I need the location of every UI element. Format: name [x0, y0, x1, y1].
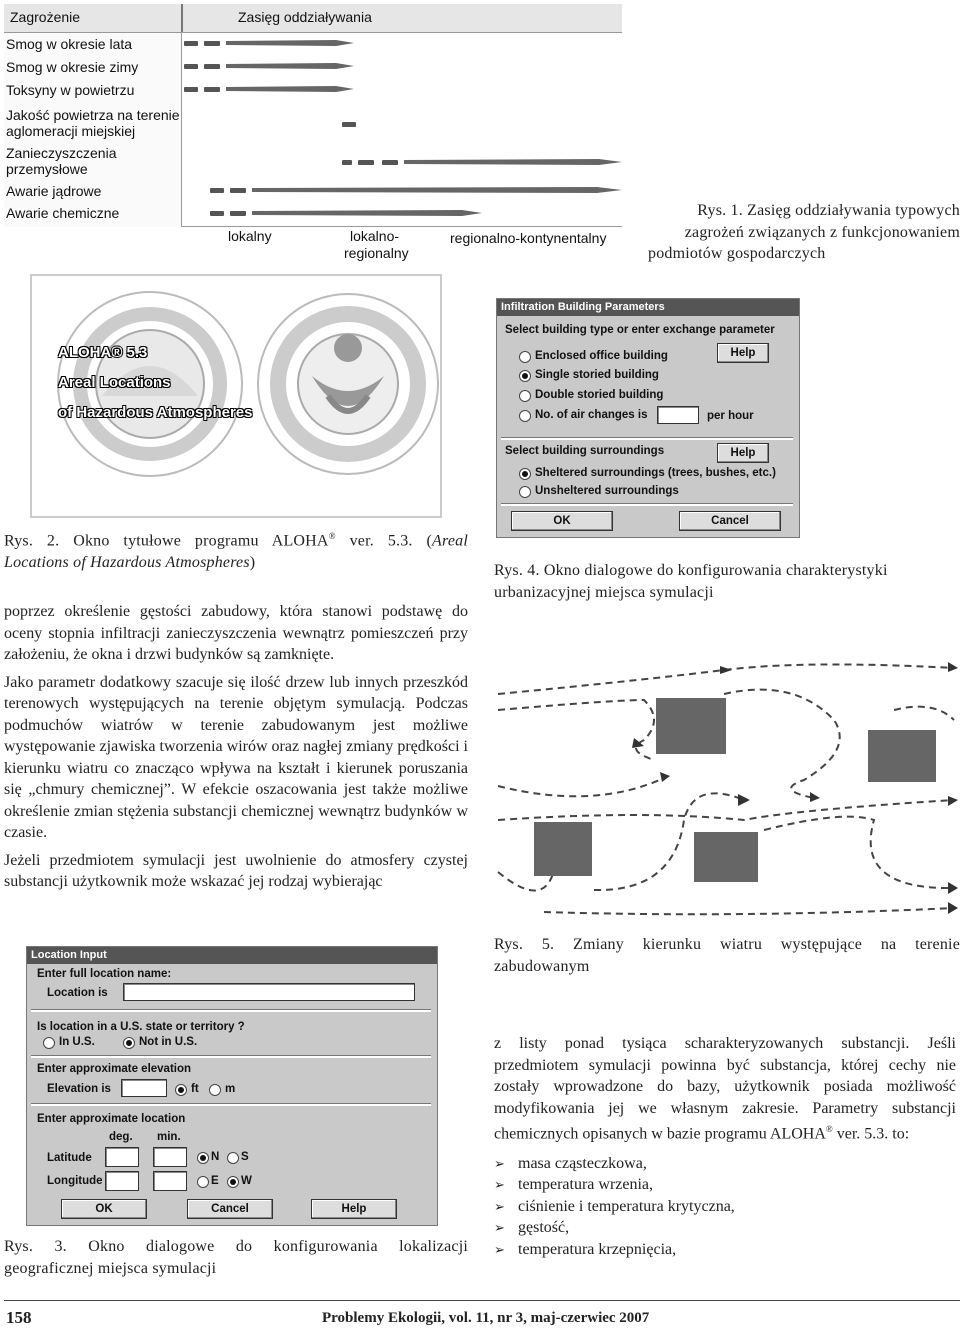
label-in-us: In U.S. — [59, 1036, 95, 1048]
range-bar — [204, 41, 220, 46]
paragraph: Jeżeli przedmiotem symulacji jest uwolnienie do atmosfery czystej substancji użytkownik może wskazać jej rodzaj wybierając — [4, 851, 468, 890]
figure-1-threat-range-chart — [4, 4, 622, 266]
label-single-storied: Single storied building — [535, 369, 659, 381]
label-m: m — [225, 1083, 236, 1095]
longitude-min-input[interactable] — [153, 1171, 187, 1191]
label-per-hour: per hour — [707, 410, 754, 422]
row-label-urban-air-quality-2: aglomeracji miejskiej — [6, 123, 136, 139]
radio-north[interactable] — [197, 1152, 209, 1164]
label-longitude: Longitude — [47, 1175, 103, 1187]
figure-3-caption — [4, 1236, 468, 1279]
range-bar — [184, 87, 198, 92]
caption-text: ver. 5.3. ( — [335, 532, 433, 550]
figure-1-caption — [648, 200, 960, 265]
range-bar — [184, 41, 198, 46]
range-arrow — [252, 207, 482, 219]
caption-line: geograficznej miejsca symulacji — [4, 1259, 217, 1277]
range-arrow — [226, 37, 354, 49]
separator — [501, 437, 793, 440]
row-label-industrial-pollution-2: przemysłowe — [6, 161, 88, 177]
radio-east[interactable] — [197, 1176, 209, 1188]
radio-in-us[interactable] — [43, 1037, 55, 1049]
range-bar — [230, 188, 246, 193]
radio-sheltered[interactable] — [519, 468, 531, 480]
row-label-winter-smog: Smog w okresie zimy — [6, 59, 139, 75]
x-axis-line — [181, 226, 622, 227]
list-item — [494, 1153, 956, 1175]
location-input-dialog — [26, 946, 438, 1226]
latitude-min-input[interactable] — [153, 1147, 187, 1167]
radio-unsheltered[interactable] — [519, 486, 531, 498]
row-label-urban-air-quality-1: Jakość powietrza na terenie — [6, 107, 180, 123]
range-bar — [358, 160, 374, 165]
page-footer-rule — [4, 1300, 960, 1301]
label-e: E — [211, 1175, 219, 1187]
building-block — [868, 730, 936, 782]
range-arrow — [226, 60, 354, 72]
radio-south[interactable] — [227, 1152, 239, 1164]
help-button[interactable]: Help — [717, 443, 769, 463]
radio-double-storied[interactable] — [519, 390, 531, 402]
ok-button[interactable]: OK — [511, 511, 613, 531]
header-threat: Zagrożenie — [10, 9, 81, 25]
separator — [31, 1055, 431, 1058]
caption-text: ) — [249, 553, 256, 571]
body-text-right — [494, 1033, 956, 1260]
label-elevation-is: Elevation is — [47, 1083, 111, 1095]
caption-line: zagrożeń związanych z funkcjonowaniem — [684, 223, 960, 241]
label-location-is: Location is — [47, 987, 108, 999]
figure-5-caption — [494, 934, 960, 977]
infiltration-dialog — [496, 298, 800, 538]
arrow-bullet-icon: ➢ — [494, 1220, 505, 1236]
figure-2-aloha-splash — [30, 274, 442, 518]
caption-line — [4, 526, 468, 552]
arrow-bullet-icon: ➢ — [494, 1177, 505, 1193]
page-number: 158 — [6, 1308, 32, 1327]
row-label-chemical: Awarie chemiczne — [6, 205, 120, 221]
row-label-nuclear: Awarie jądrowe — [6, 183, 102, 199]
registered-mark: ® — [825, 1124, 833, 1134]
x-label-local-regional-2: regionalny — [344, 245, 409, 261]
range-bar — [210, 211, 224, 216]
list-item-text: gęstość, — [518, 1219, 570, 1237]
list-item-text: ciśnienie i temperatura krytyczna, — [518, 1197, 735, 1215]
location-name-input[interactable] — [123, 983, 415, 1001]
radio-west[interactable] — [227, 1176, 239, 1188]
radio-not-in-us[interactable] — [123, 1037, 135, 1049]
radio-ft[interactable] — [175, 1084, 187, 1096]
caption-line: zabudowanym — [494, 957, 590, 975]
label-enter-elevation: Enter approximate elevation — [37, 1063, 192, 1075]
label-s: S — [241, 1151, 249, 1163]
paragraph: Jako parametr dodatkowy szacuje się ilość drzew lub innych przeszkód terenowych występujących na terenie objętym symulacją. Podczas podmuchów wiatrów w terenie zabudowanym jest możliwe występowanie zjawiska tworzenia wirów oraz nagłej zmiany prędkości i kierunku wiatru co znacząco wpływa na kształt i kierunek poruszania się „chmury chemicznej”. W efekcie oszacowania jest także możliwe określenie zmian stężenia substancji chemicznej wewnątrz budynków w czasie. — [4, 673, 468, 841]
label-latitude: Latitude — [47, 1152, 92, 1164]
label-w: W — [241, 1175, 252, 1187]
paragraph — [494, 1033, 956, 1145]
paragraph-text: ver. 5.3. to: — [832, 1125, 910, 1143]
radio-air-changes[interactable] — [519, 410, 531, 422]
list-item — [494, 1217, 956, 1239]
label-is-us: Is location in a U.S. state or territory ? — [37, 1021, 245, 1033]
label-min: min. — [157, 1131, 181, 1143]
longitude-deg-input[interactable] — [105, 1171, 139, 1191]
separator — [31, 1009, 431, 1012]
paragraph: poprzez określenie gęstości zabudowy, która stanowi podstawę do oceny stopnia infiltracji zanieczyszczenia wewnątrz pomieszczeń przy założeniu, że okna i drzwi budynków są zamknięte. — [4, 603, 468, 663]
building-block — [694, 832, 758, 882]
label-unsheltered: Unsheltered surroundings — [535, 485, 679, 497]
label-air-changes: No. of air changes is — [535, 409, 648, 421]
caption-text: Rys. 2. Okno tytułowe programu ALOHA — [4, 532, 329, 550]
paragraph-text: z listy ponad tysiąca scharakteryzowanych substancji. Jeśli przedmiotem symulacji powinna być substancja, której cechy nie zostały wprowadzone do bazy, użytkownik posiada możliwość modyfikowania jej we własnym zakresie. Parametry substancji chemicznych opisanych w bazie programu ALOHA — [494, 1035, 956, 1143]
latitude-deg-input[interactable] — [105, 1147, 139, 1167]
x-label-regional-continental: regionalno-kontynentalny — [450, 230, 607, 246]
radio-single-storied[interactable] — [519, 370, 531, 382]
label-enter-name: Enter full location name: — [37, 968, 172, 980]
dialog-title: Infiltration Building Parameters — [497, 299, 799, 316]
arrow-bullet-icon: ➢ — [494, 1198, 505, 1214]
help-button[interactable]: Help — [717, 343, 769, 363]
header-divider — [181, 4, 183, 32]
label-deg: deg. — [109, 1131, 133, 1143]
splash-title-line: of Hazardous Atmospheres — [58, 404, 253, 421]
range-bar — [184, 64, 198, 69]
range-arrow — [404, 156, 622, 168]
range-bar — [204, 64, 220, 69]
caption-line: Rys. 4. Okno dialogowe do konfigurowania charakterystyki — [494, 562, 888, 579]
cancel-button[interactable]: Cancel — [187, 1199, 273, 1219]
registered-mark: ® — [328, 531, 336, 541]
list-item-text: masa cząsteczkowa, — [518, 1154, 647, 1172]
row-label-summer-smog: Smog w okresie lata — [6, 36, 133, 52]
list-item — [494, 1196, 956, 1218]
label-enclosed-office: Enclosed office building — [535, 350, 668, 362]
label-not-in-us: Not in U.S. — [139, 1036, 198, 1048]
range-bar — [342, 160, 352, 165]
splash-title — [58, 338, 252, 428]
label-sheltered: Sheltered surroundings (trees, bushes, etc.) — [535, 467, 776, 479]
dialog-title: Location Input — [27, 947, 437, 964]
x-label-local: lokalny — [228, 228, 272, 244]
help-button[interactable]: Help — [311, 1199, 397, 1219]
range-arrow — [226, 83, 354, 95]
air-changes-input[interactable] — [657, 406, 699, 424]
list-item — [494, 1174, 956, 1196]
caption-line: podmiotów gospodarczych — [648, 245, 826, 262]
building-block — [656, 698, 726, 754]
separator — [31, 1103, 431, 1106]
row-label-air-toxins: Toksyny w powietrzu — [6, 82, 135, 98]
arrow-bullet-icon: ➢ — [494, 1241, 505, 1257]
caption-text: Locations of Hazardous Atmospheres — [4, 553, 250, 571]
row-label-industrial-pollution-1: Zanieczyszczenia — [6, 145, 117, 161]
range-arrow — [252, 184, 622, 196]
separator — [501, 503, 793, 506]
list-item-text: temperatura krzepnięcia, — [518, 1240, 677, 1258]
radio-m[interactable] — [209, 1084, 221, 1096]
wind-flow-lines — [494, 660, 960, 922]
cancel-button[interactable]: Cancel — [679, 511, 781, 531]
label-double-storied: Double storied building — [535, 389, 664, 401]
journal-reference: Problemy Ekologii, vol. 11, nr 3, maj-czerwiec 2007 — [322, 1310, 650, 1326]
section-surroundings: Select building surroundings — [505, 445, 665, 457]
radio-enclosed-office[interactable] — [519, 351, 531, 363]
figure-4-caption — [494, 560, 960, 603]
splash-title-line: ALOHA® 5.3 — [58, 344, 148, 361]
building-block — [534, 822, 592, 876]
caption-line — [4, 552, 468, 574]
caption-line: Rys. 5. Zmiany kierunku wiatru występujące na terenie — [494, 936, 960, 953]
substance-parameters-list — [494, 1153, 956, 1261]
caption-line: Rys. 1. Zasięg oddziaływania typowych — [697, 202, 960, 219]
body-text-left — [4, 601, 468, 893]
x-label-local-regional-1: lokalno- — [350, 228, 400, 244]
range-bar — [204, 87, 220, 92]
range-bar — [230, 211, 246, 216]
range-bar — [382, 160, 398, 165]
label-ft: ft — [191, 1083, 199, 1095]
figure-5-wind-diagram — [494, 660, 960, 922]
section-building-type: Select building type or enter exchange parameter — [505, 324, 775, 336]
caption-line: Rys. 3. Okno dialogowe do konfigurowania lokalizacji — [4, 1238, 468, 1255]
header-range: Zasięg oddziaływania — [238, 9, 372, 25]
label-n: N — [211, 1151, 220, 1163]
list-item-text: temperatura wrzenia, — [518, 1176, 654, 1194]
range-bar — [210, 188, 224, 193]
label-enter-location: Enter approximate location — [37, 1113, 186, 1125]
elevation-input[interactable] — [121, 1079, 167, 1097]
splash-title-line: Areal Locations — [58, 374, 171, 391]
range-bar — [342, 122, 356, 127]
caption-line: urbanizacyjnej miejsca symulacji — [494, 583, 714, 601]
ok-button[interactable]: OK — [61, 1199, 147, 1219]
caption-text: Areal — [432, 532, 468, 550]
list-item — [494, 1239, 956, 1261]
arrow-bullet-icon: ➢ — [494, 1155, 505, 1171]
figure-2-caption — [4, 526, 468, 573]
